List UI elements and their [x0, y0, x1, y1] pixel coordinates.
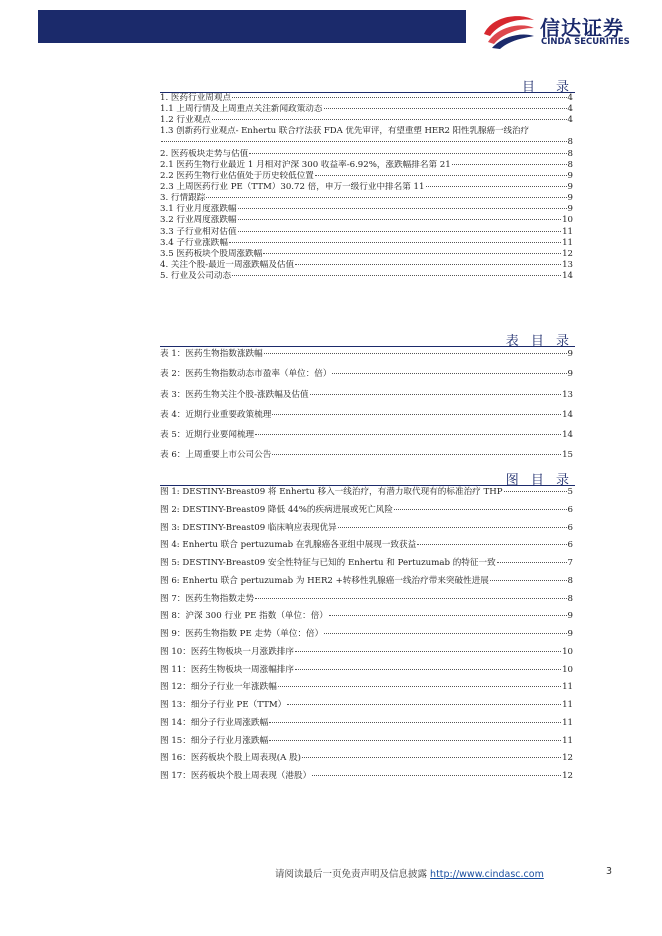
footer-disclaimer	[275, 866, 544, 880]
dot-leader	[324, 633, 566, 634]
toc-entry-page: 12	[562, 248, 573, 259]
figure-list-entry-page: 11	[562, 717, 573, 728]
dot-leader	[295, 651, 561, 652]
dot-leader	[497, 562, 567, 563]
dot-leader	[295, 669, 561, 670]
toc-entry[interactable]	[160, 126, 573, 148]
dot-leader	[394, 509, 567, 510]
dot-leader	[272, 414, 561, 415]
toc-entry-text: 3.3 子行业相对估值	[160, 226, 237, 237]
figure-list-entry-text: 图 11：医药生物板块一周涨幅排序	[160, 664, 294, 675]
figure-list-entry-text: 图 12：细分子行业一年涨跌幅	[160, 682, 277, 693]
figure-list-entry-page: 7	[567, 558, 573, 568]
toc-entry[interactable]	[160, 238, 573, 249]
figure-list-entry[interactable]	[160, 679, 573, 697]
logo-english-name: CINDA SECURITIES	[541, 37, 630, 47]
toc-entry[interactable]	[160, 271, 573, 282]
figure-list-entry-page: 8	[567, 575, 573, 586]
dot-leader	[255, 598, 566, 599]
table-list-entry[interactable]	[160, 344, 573, 364]
dot-leader	[229, 242, 561, 243]
figure-list-entry[interactable]	[160, 768, 573, 786]
header-bar	[38, 10, 466, 43]
toc-entry[interactable]	[160, 160, 573, 171]
figure-list-entry-text: 图 13：细分子行业 PE（TTM）	[160, 700, 287, 710]
figure-list-entry-page: 6	[567, 504, 573, 515]
contents-list	[160, 93, 573, 282]
toc-entry-text: 1. 医药行业周观点	[160, 93, 232, 103]
figure-list-entry[interactable]	[160, 484, 573, 502]
dot-leader	[161, 141, 567, 142]
figure-list-entry[interactable]	[160, 697, 573, 715]
dot-leader	[332, 373, 566, 374]
toc-entry[interactable]	[160, 260, 573, 271]
toc-entry[interactable]	[160, 227, 573, 238]
dot-leader	[269, 722, 561, 723]
toc-entry-page: 9	[567, 181, 573, 192]
toc-entry-text: 2. 医药板块走势与估值	[160, 148, 249, 159]
figure-list-entry-page: 10	[562, 664, 573, 675]
toc-entry-text: 1.2 行业观点	[160, 115, 211, 126]
table-list-entry-text: 表 2：医药生物指数动态市盈率（单位：倍）	[160, 369, 332, 380]
toc-entry[interactable]	[160, 193, 573, 204]
table-list-entry-text: 表 3：医药生物关注个股-涨跌幅及估值	[160, 389, 309, 400]
toc-entry-page: 11	[562, 226, 573, 237]
toc-entry[interactable]	[160, 204, 573, 215]
cinda-logo-icon	[480, 12, 536, 50]
figure-list-entry-page: 6	[567, 540, 573, 551]
tables-list	[160, 344, 573, 466]
figure-list-entry-text: 图 8：沪深 300 行业 PE 指数（单位：倍）	[160, 611, 328, 622]
cinda-logo	[480, 12, 650, 50]
figure-list-entry-text: 图 14：细分子行业周涨跌幅	[160, 717, 269, 728]
figure-list-entry-text: 图 2: DESTINY-Breast09 降低 44%的疾病进展或死亡风险	[160, 504, 393, 515]
toc-entry-text: 2.2 医药生物行业估值处于历史较低位置	[160, 170, 314, 181]
dot-leader	[269, 740, 561, 741]
dot-leader	[315, 175, 567, 176]
dot-leader	[232, 97, 566, 98]
toc-entry-page: 4	[567, 93, 573, 103]
figure-list-entry-text: 图 5: DESTINY-Breast09 安全性特征与已知的 Enhertu 和 Pertuzumab 的特征一致	[160, 558, 496, 568]
toc-entry-page: 9	[567, 204, 573, 215]
figure-list-entry-page: 6	[567, 522, 573, 533]
figure-list-entry[interactable]	[160, 750, 573, 768]
figure-list-entry[interactable]	[160, 502, 573, 520]
dot-leader	[452, 164, 567, 165]
toc-entry-page: 13	[562, 259, 573, 270]
figure-list-entry[interactable]	[160, 520, 573, 538]
toc-entry-page: 8	[567, 159, 573, 170]
figure-list-entry[interactable]	[160, 555, 573, 573]
dot-leader	[426, 186, 567, 187]
figure-list-entry[interactable]	[160, 537, 573, 555]
dot-leader	[312, 775, 561, 776]
dot-leader	[212, 119, 567, 120]
toc-entry[interactable]	[160, 249, 573, 260]
table-list-entry-page: 9	[567, 369, 573, 380]
dot-leader	[324, 108, 567, 109]
dot-leader	[249, 153, 566, 154]
toc-entry[interactable]	[160, 215, 573, 226]
figure-list-entry-text: 图 16：医药板块个股上周表现(A 股)	[160, 753, 302, 764]
dot-leader	[238, 219, 562, 220]
toc-entry[interactable]	[160, 93, 573, 104]
toc-entry-text: 5. 行业及公司动态	[160, 271, 232, 282]
figure-list-entry-page: 10	[562, 646, 573, 657]
toc-entry-page: 4	[567, 104, 573, 115]
dot-leader	[278, 686, 561, 687]
footer-disclaimer-text: 请阅读最后一页免责声明及信息披露	[275, 869, 428, 880]
toc-entry-page: 8	[567, 137, 573, 148]
dot-leader	[272, 454, 561, 455]
contents-title: 目 录	[521, 80, 573, 95]
figure-list-entry-page: 9	[567, 629, 573, 639]
figure-list-entry[interactable]	[160, 715, 573, 733]
table-list-entry-page: 14	[562, 409, 573, 420]
table-list-entry-page: 13	[562, 389, 573, 400]
toc-entry-text: 1.1 上周行情及上周重点关注新闻政策动态	[160, 104, 323, 115]
dot-leader	[263, 253, 561, 254]
dot-leader	[255, 434, 561, 435]
dot-leader	[287, 704, 561, 705]
toc-entry[interactable]	[160, 115, 573, 126]
toc-entry-text: 3.5 医药板块个股周涨跌幅	[160, 248, 263, 259]
dot-leader	[238, 231, 562, 232]
toc-entry[interactable]	[160, 149, 573, 160]
figure-list-entry-text: 图 17：医药板块个股上周表现（港股）	[160, 771, 312, 781]
toc-entry[interactable]	[160, 182, 573, 193]
figure-list-entry-text: 图 15：细分子行业月涨跌幅	[160, 735, 269, 746]
table-list-entry-page: 15	[562, 450, 573, 461]
figure-list-entry-page: 12	[562, 771, 573, 781]
figure-list-entry-page: 12	[562, 753, 573, 764]
table-list-entry-text: 表 1：医药生物指数涨跌幅	[160, 349, 263, 359]
toc-entry-text: 3.2 行业周度涨跌幅	[160, 215, 237, 226]
toc-entry-text: 2.1 医药生物行业最近 1 月相对沪深 300 收益率-6.92%，涨跌幅排名第 21	[160, 159, 451, 170]
table-list-entry-text: 表 6：上周重要上市公司公告	[160, 450, 272, 461]
figure-list-entry-page: 5	[567, 487, 573, 497]
logo-chinese-name: 信达证券	[540, 16, 624, 40]
figure-list-entry[interactable]	[160, 608, 573, 626]
toc-entry-text: 2.3 上周医药行业 PE（TTM）30.72 倍，申万一级行业中排名第 11	[160, 181, 425, 192]
figure-list-entry[interactable]	[160, 626, 573, 644]
table-list-entry[interactable]	[160, 425, 573, 445]
figure-list-entry[interactable]	[160, 644, 573, 662]
table-list-entry-text: 表 4：近期行业重要政策梳理	[160, 409, 272, 420]
toc-entry-page: 4	[567, 115, 573, 126]
tables-title: 表 目 录	[505, 334, 573, 349]
figure-list-entry[interactable]	[160, 591, 573, 609]
toc-entry-text: 3.4 子行业涨跌幅	[160, 237, 228, 248]
figure-list-entry-text: 图 4: Enhertu 联合 pertuzumab 在乳腺癌各亚组中展现一致获益	[160, 540, 417, 551]
figures-list	[160, 484, 573, 786]
figure-list-entry-page: 8	[567, 593, 573, 604]
toc-entry-page: 9	[567, 170, 573, 181]
dot-leader	[338, 527, 567, 528]
figures-title: 图 目 录	[505, 473, 573, 488]
dot-leader	[417, 544, 566, 545]
toc-entry-page: 14	[562, 271, 573, 282]
dot-leader	[310, 394, 561, 395]
table-list-entry-page: 14	[562, 430, 573, 441]
table-list-entry[interactable]	[160, 385, 573, 405]
dot-leader	[264, 353, 567, 354]
figure-list-entry[interactable]	[160, 662, 573, 680]
toc-entry-page: 9	[567, 193, 573, 204]
dot-leader	[302, 757, 561, 758]
toc-entry[interactable]	[160, 104, 573, 115]
figure-list-entry-text: 图 1: DESTINY-Breast09 将 Enhertu 移入一线治疗，有潜力取代现有的标准治疗 THP	[160, 487, 503, 497]
dot-leader	[490, 580, 567, 581]
toc-entry-text: 3.1 行业月度涨跌幅	[160, 204, 237, 215]
table-list-entry[interactable]	[160, 364, 573, 384]
page-number: 3	[606, 866, 613, 877]
dot-leader	[329, 615, 567, 616]
figure-list-entry-text: 图 10：医药生物板块一月涨跌排序	[160, 646, 294, 657]
table-list-entry[interactable]	[160, 445, 573, 465]
toc-entry-text: 4. 关注个股-最近一周涨跌幅及估值	[160, 259, 295, 270]
toc-entry-text: 1.3 创新药行业观点- Enhertu 联合疗法获 FDA 优先审评，有望重塑 HER2 阳性乳腺癌一线治疗	[160, 126, 530, 137]
dot-leader	[206, 197, 566, 198]
dot-leader	[232, 275, 561, 276]
toc-entry-page: 11	[562, 237, 573, 248]
figure-list-entry[interactable]	[160, 733, 573, 751]
figure-list-entry-page: 11	[562, 700, 573, 710]
figure-list-entry-text: 图 6: Enhertu 联合 pertuzumab 为 HER2 +转移性乳腺癌一线治疗带来突破性进展	[160, 575, 489, 586]
toc-entry-page: 10	[562, 215, 573, 226]
figure-list-entry-text: 图 7：医药生物指数走势	[160, 593, 255, 604]
footer-website-link[interactable]: http://www.cindasc.com	[430, 869, 544, 880]
figure-list-entry[interactable]	[160, 573, 573, 591]
figure-list-entry-page: 9	[567, 611, 573, 622]
table-list-entry[interactable]	[160, 405, 573, 425]
table-list-entry-text: 表 5：近期行业要闻梳理	[160, 430, 255, 441]
figure-list-entry-page: 11	[562, 735, 573, 746]
dot-leader	[504, 491, 567, 492]
figure-list-entry-text: 图 9：医药生物指数 PE 走势（单位：倍）	[160, 629, 324, 639]
dot-leader	[238, 208, 567, 209]
dot-leader	[295, 264, 561, 265]
figure-list-entry-page: 11	[562, 682, 573, 693]
figure-list-entry-text: 图 3: DESTINY-Breast09 临床响应表现优异	[160, 522, 337, 533]
toc-entry-page: 8	[567, 148, 573, 159]
toc-entry[interactable]	[160, 171, 573, 182]
table-list-entry-page: 9	[567, 349, 573, 359]
toc-entry-text: 3. 行情跟踪	[160, 193, 206, 204]
